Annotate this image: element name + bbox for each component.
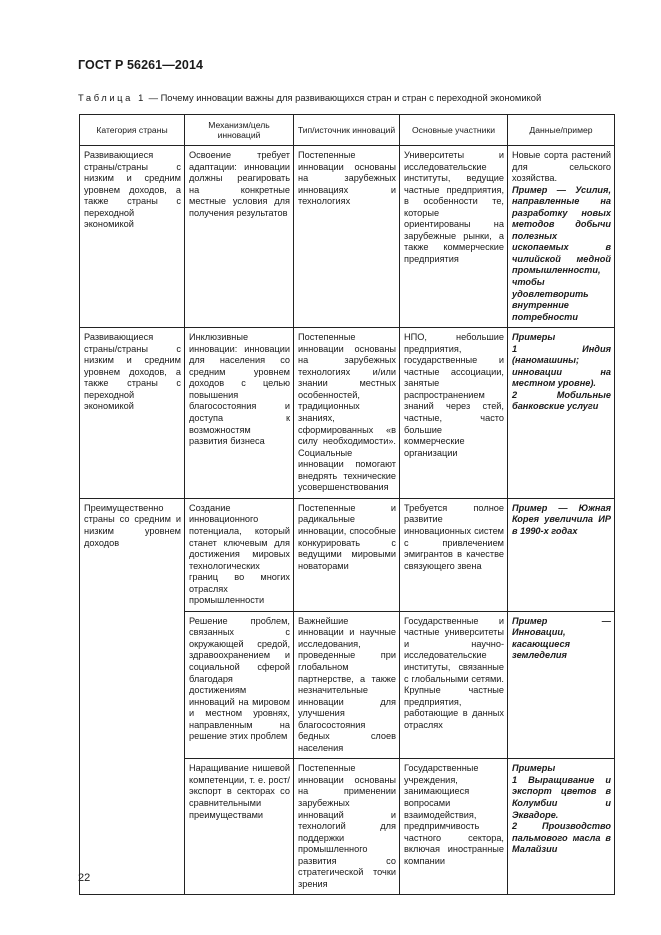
cell-mechanism: Создание инновационного потенциала, который станет ключевым для достижения мировых технологических границ во многих отраслях промышленности — [185, 498, 294, 611]
cell-data — [508, 759, 615, 895]
cell-participants: Государственные и частные университеты и научно-исследовательские институты, связанные с глобальными сетями. Крупные частные предприятия, работающие в данных отраслях — [400, 611, 508, 759]
column-header: Категория страны — [80, 115, 185, 146]
cell-type: Постепенные инновации основаны на применении зарубежных инноваций и технологий для поддержки промышленного развития со стратегической точки зрения — [294, 759, 400, 895]
cell-data — [508, 611, 615, 759]
cell-category: Развивающиеся страны/страны с низким и средним уровнем доходов, а также страны с переходной экономикой — [80, 328, 185, 499]
cell-mechanism: Решение проблем, связанных с окружающей средой, здравоохранением и социальной сферой благодаря достижениям инноваций на мировом и местном уровнях, направленным на решение этих проблем — [185, 611, 294, 759]
cell-data — [508, 328, 615, 499]
page-number: 22 — [78, 872, 91, 884]
data-example-text: Пример — Усилия, направленные на разработку новых методов добычи полезных ископаемых в чилийской медной промышленности, чтобы удовлетворить внутренние потребности — [512, 184, 611, 322]
cell-category: Развивающиеся страны/страны с низким и средним уровнем доходов, а также страны с переходной экономикой — [80, 146, 185, 328]
cell-type: Важнейшие инновации и научные исследования, проведенные при глобальном партнерстве, а также незначительные инновации для улучшения благосостояния бедных слоев населения — [294, 611, 400, 759]
data-plain-text: Новые сорта растений для сельского хозяйства. — [512, 150, 611, 184]
cell-participants: Требуется полное развитие инновационных систем с привлечением эмигрантов в качестве связующего звена — [400, 498, 508, 611]
column-header: Механизм/цель инноваций — [185, 115, 294, 146]
document-code: ГОСТ Р 56261—2014 — [78, 58, 204, 72]
table-caption — [78, 92, 541, 103]
table-row — [80, 498, 615, 611]
cell-data — [508, 146, 615, 328]
cell-category: Преимущественно страны со средним и низким уровнем доходов — [80, 498, 185, 895]
cell-mechanism: Инклюзивные инновации: инновации для населения со средним уровнем доходов с целью повышения благосостояния и доступа к возможностям развития бизнеса — [185, 328, 294, 499]
cell-mechanism: Освоение требует адаптации: инновации должны реагировать на конкретные местные условия для получения результатов — [185, 146, 294, 328]
cell-participants: Университеты и исследовательские институты, ведущие частные предприятия, в особенности те, которые ориентированы на зарубежные рынки, а также коммерческие предприятия — [400, 146, 508, 328]
column-header: Данные/пример — [508, 115, 615, 146]
data-example-text: Примеры 1 Индия (наномашины; инновации на местном уровне). 2 Мобильные банковские услуги — [512, 332, 611, 412]
caption-text: — Почему инновации важны для развивающихся стран и стран с переходной экономикой — [145, 92, 542, 103]
cell-type: Постепенные и радикальные инновации, способные конкурировать с ведущими мировыми новаторами — [294, 498, 400, 611]
column-header: Тип/источник инноваций — [294, 115, 400, 146]
table-row — [80, 328, 615, 499]
column-header: Основные участники — [400, 115, 508, 146]
cell-type: Постепенные инновации основаны на зарубежных инновациях и технологиях — [294, 146, 400, 328]
cell-data — [508, 498, 615, 611]
cell-type: Постепенные инновации основаны на зарубежных технологиях и/или знании местных особенностей, традиционных знаниях, сформированных «в силу необходимости». Социальные инновации помогают внедрять технические усовершенствования — [294, 328, 400, 499]
data-example-text: Пример — Инновации, касающиеся земледелия — [512, 615, 611, 661]
table-header-row — [80, 115, 615, 146]
cell-participants: Государственные учреждения, занимающиеся вопросами взаимодействия, предпримчивость частного сектора, включая иностранные компании — [400, 759, 508, 895]
data-example-text: Примеры 1 Выращивание и экспорт цветов в Колумбии и Эквадоре. 2 Производство пальмового масла в Малайзии — [512, 763, 611, 855]
caption-label: Таблица 1 — [78, 92, 146, 103]
innovation-table — [79, 114, 615, 895]
table-row — [80, 146, 615, 328]
data-example-text: Пример — Южная Корея увеличила ИР в 1990-х годах — [512, 502, 611, 536]
cell-participants: НПО, небольшие предприятия, государственные и частные ассоциации, занятые распространением знаний через стей, частные, часто большие коммерческие организации — [400, 328, 508, 499]
cell-mechanism: Наращивание нишевой компетенции, т. е. рост/экспорт в секторах со сравнительными преимуществами — [185, 759, 294, 895]
